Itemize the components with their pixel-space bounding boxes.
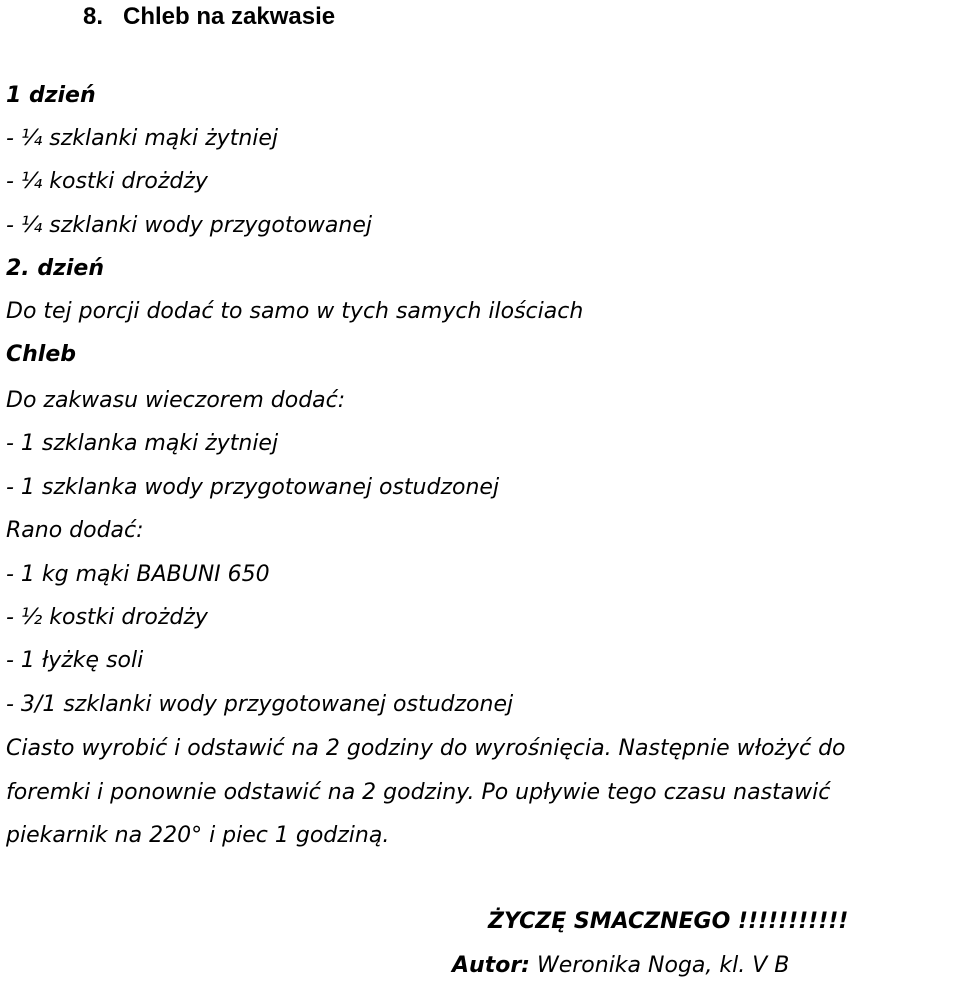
closing-wish: ŻYCZĘ SMACZNEGO !!!!!!!!!!!	[488, 909, 849, 934]
ingredient-line: - ¼ szklanki mąki żytniej	[6, 126, 279, 151]
author-name: Weronika Noga, kl. V B	[529, 953, 790, 978]
recipe-number: 8.	[83, 3, 104, 30]
day-2-heading: 2. dzień	[6, 256, 105, 281]
ingredient-line: - ½ kostki drożdży	[6, 605, 208, 630]
ingredient-line: - 1 szklanka mąki żytniej	[6, 431, 279, 456]
ingredient-line: - 1 szklanka wody przygotowanej ostudzonej	[6, 475, 500, 500]
instruction-paragraph-line: foremki i ponownie odstawić na 2 godziny. Po upływie tego czasu nastawić	[6, 780, 831, 805]
bread-heading: Chleb	[6, 342, 77, 367]
recipe-title	[83, 2, 335, 32]
ingredient-line: - 1 łyżkę soli	[6, 648, 144, 673]
instruction-line: Do tej porcji dodać to samo w tych samych ilościach	[6, 299, 584, 324]
author-line	[452, 951, 789, 981]
ingredient-line: - 1 kg mąki BABUNI 650	[6, 562, 270, 587]
ingredient-line: - ¼ kostki drożdży	[6, 169, 208, 194]
ingredient-line: - ¼ szklanki wody przygotowanej	[6, 213, 372, 238]
ingredient-line: - 3/1 szklanki wody przygotowanej ostudzonej	[6, 692, 514, 717]
instruction-line: Rano dodać:	[6, 518, 144, 543]
instruction-paragraph-line: Ciasto wyrobić i odstawić na 2 godziny do wyrośnięcia. Następnie włożyć do	[6, 736, 846, 761]
instruction-line: Do zakwasu wieczorem dodać:	[6, 388, 346, 413]
instruction-paragraph-line: piekarnik na 220° i piec 1 godziną.	[6, 823, 390, 848]
day-1-heading: 1 dzień	[6, 83, 96, 108]
author-label: Autor:	[452, 953, 530, 978]
recipe-title-text: Chleb na zakwasie	[123, 3, 336, 30]
